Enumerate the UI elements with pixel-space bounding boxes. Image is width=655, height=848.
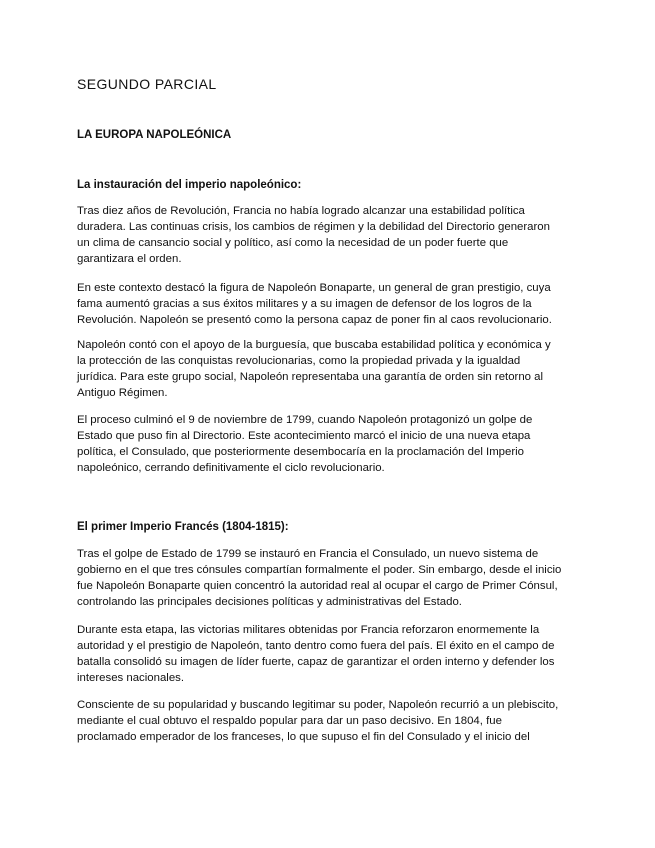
section-2-heading: El primer Imperio Francés (1804-1815): (77, 521, 289, 533)
section-1-paragraph-4 (77, 412, 577, 476)
text-line: En este contexto destacó la figura de Napoleón Bonaparte, un general de gran prestigio, cuya (77, 282, 551, 294)
text-line: napoleónico, cerrando definitivamente el ciclo revolucionario. (77, 462, 385, 474)
text-line: controlando las principales decisiones políticas y administrativas del Estado. (77, 596, 462, 608)
text-line: Tras diez años de Revolución, Francia no había logrado alcanzar una estabilidad política (77, 205, 525, 217)
text-line: intereses nacionales. (77, 672, 185, 684)
section-1-paragraph-3 (77, 337, 577, 401)
document-title: SEGUNDO PARCIAL (77, 76, 217, 92)
text-line: Napoleón contó con el apoyo de la burguesía, que buscaba estabilidad política y económica y (77, 339, 551, 351)
text-line: un clima de cansancio social y político, así como la necesidad de un poder fuerte que (77, 237, 509, 249)
section-1-paragraph-1 (77, 203, 577, 267)
section-2-paragraph-3 (77, 697, 577, 745)
text-line: batalla consolidó su imagen de líder fuerte, capaz de garantizar el orden interno y defender los (77, 656, 555, 668)
text-line: gobierno en el que tres cónsules compartían formalmente el poder. Sin embargo, desde el inicio (77, 564, 562, 576)
text-line: política, el Consulado, que posteriormente desembocaría en la proclamación del Imperio (77, 446, 525, 458)
text-line: fama aumentó gracias a sus éxitos militares y a su imagen de defensor de los logros de la (77, 298, 532, 310)
text-line: garantizara el orden. (77, 253, 182, 265)
text-line: Estado que puso fin al Directorio. Este acontecimiento marcó el inicio de una nueva etapa (77, 430, 531, 442)
text-line: Consciente de su popularidad y buscando legitimar su poder, Napoleón recurrió a un plebiscito, (77, 699, 559, 711)
text-line: Antiguo Régimen. (77, 387, 168, 399)
text-line: duradera. Las continuas crisis, los cambios de régimen y la debilidad del Directorio generaron (77, 221, 550, 233)
text-line: fue Napoleón Bonaparte quien concentró la autoridad real al ocupar el cargo de Primer Cónsul, (77, 580, 558, 592)
text-line: autoridad y el prestigio de Napoleón, tanto dentro como fuera del país. El éxito en el campo de (77, 640, 555, 652)
text-line: proclamado emperador de los franceses, lo que supuso el fin del Consulado y el inicio del (77, 731, 530, 743)
section-2-paragraph-1 (77, 546, 577, 610)
section-2-paragraph-2 (77, 622, 577, 686)
document-subtitle: LA EUROPA NAPOLEÓNICA (77, 129, 232, 141)
section-1-heading: La instauración del imperio napoleónico: (77, 179, 302, 191)
text-line: El proceso culminó el 9 de noviembre de 1799, cuando Napoleón protagonizó un golpe de (77, 414, 533, 426)
text-line: jurídica. Para este grupo social, Napoleón representaba una garantía de orden sin retorno al (77, 371, 544, 383)
text-line: la protección de las conquistas revolucionarias, como la propiedad privada y la igualdad (77, 355, 521, 367)
text-line: Revolución. Napoleón se presentó como la persona capaz de poner fin al caos revolucionario. (77, 314, 552, 326)
section-1-paragraph-2 (77, 280, 577, 328)
text-line: Durante esta etapa, las victorias militares obtenidas por Francia reforzaron enormemente la (77, 624, 540, 636)
text-line: Tras el golpe de Estado de 1799 se instauró en Francia el Consulado, un nuevo sistema de (77, 548, 539, 560)
text-line: mediante el cual obtuvo el respaldo popular para dar un paso decisivo. En 1804, fue (77, 715, 502, 727)
